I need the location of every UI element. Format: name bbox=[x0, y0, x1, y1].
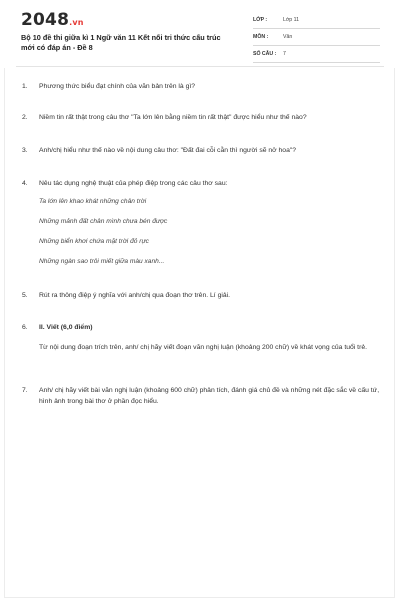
verse-line: Ta lớn lên khao khát những chân trời bbox=[39, 198, 147, 205]
meta-key: MÔN : bbox=[253, 34, 269, 40]
meta-value: 7 bbox=[283, 51, 286, 57]
question-number: 2. bbox=[22, 114, 28, 121]
question-text: Niềm tin rất thật trong câu thơ "Ta lớn lên bằng niềm tin rất thật" được hiểu như thế nào? bbox=[39, 114, 307, 121]
question-text: Rút ra thông điệp ý nghĩa với anh/chị qua đoạn thơ trên. Lí giải. bbox=[39, 292, 231, 299]
logo-main: 2048 bbox=[21, 10, 70, 30]
document-title: Bộ 10 đề thi giữa kì 1 Ngữ văn 11 Kết nối tri thức cấu trúc mới có đáp án - Đề 8 bbox=[21, 33, 221, 52]
question-text: Phương thức biểu đạt chính của văn bản trên là gì? bbox=[39, 83, 196, 90]
header-divider bbox=[16, 66, 384, 67]
verse-line: Những biển khơi chứa mặt trời đỏ rực bbox=[39, 238, 149, 245]
verse-line: Những mảnh đất chân mình chưa bén được bbox=[39, 218, 168, 225]
question-text: Anh/ chị hãy viết bài văn nghị luận (khoảng 600 chữ) phân tích, đánh giá chủ đề và những nét đặc sắc về cấu tứ, hình ảnh trong bài thơ ở phần đọc hiểu. bbox=[39, 387, 380, 405]
meta-key: LỚP : bbox=[253, 17, 268, 23]
question-text: Nêu tác dụng nghệ thuật của phép điệp trong các câu thơ sau: bbox=[39, 180, 228, 187]
question-number: 3. bbox=[22, 147, 28, 154]
question-number: 7. bbox=[22, 387, 28, 394]
meta-key: SỐ CÂU : bbox=[253, 51, 277, 57]
question-6-paragraph: Từ nội dung đoạn trích trên, anh/ chị hãy viết đoạn văn nghị luận (khoảng 200 chữ) về khát vọng của tuổi trẻ. bbox=[39, 344, 368, 351]
meta-row-subject bbox=[253, 30, 380, 46]
question-text: Anh/chị hiểu như thế nào về nội dung câu thơ: "Đất đai cỗi cằn thì người sẽ nở hoa"? bbox=[39, 147, 297, 154]
section-heading: II. Viết (6,0 điểm) bbox=[39, 324, 93, 331]
meta-value: Văn bbox=[283, 34, 293, 40]
verse-line: Những ngàn sao trôi miết giữa màu xanh... bbox=[39, 258, 165, 265]
question-number: 6. bbox=[22, 324, 28, 331]
meta-row-question-count bbox=[253, 47, 380, 63]
question-number: 5. bbox=[22, 292, 28, 299]
meta-row-class bbox=[253, 13, 380, 29]
question-number: 4. bbox=[22, 180, 28, 187]
meta-info bbox=[253, 13, 380, 64]
question-number: 1. bbox=[22, 83, 28, 90]
site-logo[interactable] bbox=[21, 10, 84, 30]
document-header bbox=[0, 0, 400, 72]
meta-value: Lớp 11 bbox=[283, 17, 299, 23]
logo-suffix: .vn bbox=[69, 18, 84, 27]
